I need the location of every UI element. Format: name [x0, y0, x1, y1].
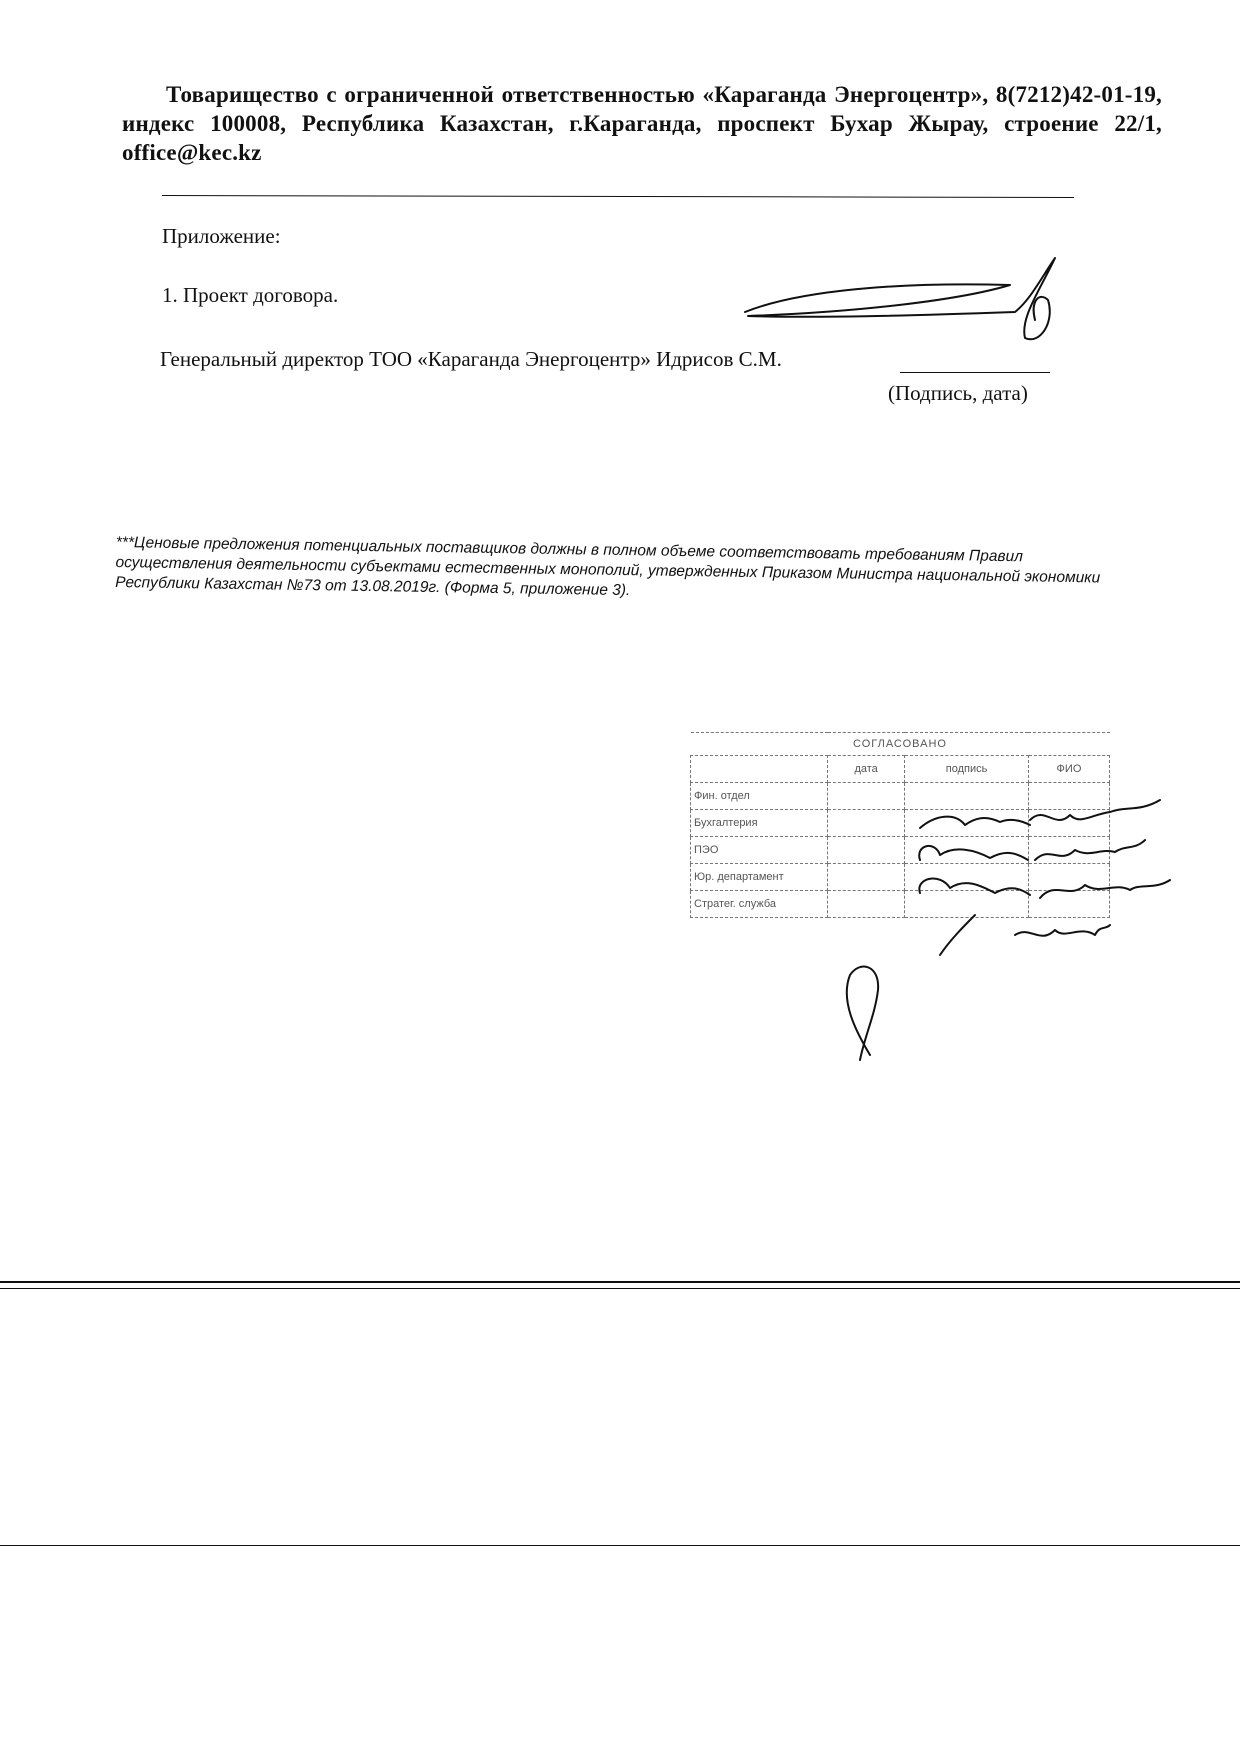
- stamp-row-label: Юр. департамент: [691, 864, 828, 891]
- stamp-row-label: Стратег. служба: [691, 891, 828, 918]
- attachment-item: 1. Проект договора.: [162, 283, 339, 307]
- stamp-col-date: дата: [828, 756, 905, 783]
- stamp-title: СОГЛАСОВАНО: [691, 733, 1110, 756]
- director-signature: [745, 258, 1055, 339]
- stamp-row: [691, 837, 1110, 864]
- attachment-title: Приложение:: [162, 224, 281, 248]
- signature-underline: [900, 372, 1050, 373]
- page-divider: [0, 1288, 1240, 1289]
- approval-stamp: [690, 732, 1110, 942]
- stamp-col-name: ФИО: [1028, 756, 1109, 783]
- footnote: ***Ценовые предложения потенциальных поставщиков должны в полном объеме соответствовать требованиям Правил осуществления деятельности субъектами естественных монополий, утвержденных Приказом Министра национальной экономики Республики Казахстан №73 от 13.08.2019г. (Форма 5, приложение 3).: [115, 533, 1101, 600]
- stamp-row: [691, 891, 1110, 918]
- initials-mark: [847, 967, 878, 1060]
- header-divider: [162, 195, 1074, 198]
- stamp-row-label: Бухгалтерия: [691, 810, 828, 837]
- stamp-row: [691, 810, 1110, 837]
- stamp-col-blank: [691, 756, 828, 783]
- stamp-row: [691, 864, 1110, 891]
- stamp-row: [691, 783, 1110, 810]
- page-divider: [0, 1281, 1240, 1283]
- company-header: Товарищество с ограниченной ответственностью «Караганда Энергоцентр», 8(7212)42-01-19, индекс 100008, Республика Казахстан, г.Караганда, проспект Бухар Жырау, строение 22/1, office@kec.kz: [122, 82, 1162, 165]
- stamp-row-label: ПЭО: [691, 837, 828, 864]
- signature-caption: (Подпись, дата): [888, 381, 1028, 405]
- director-line: Генеральный директор ТОО «Караганда Энергоцентр» Идрисов С.М.: [160, 347, 782, 371]
- page-divider: [0, 1545, 1240, 1546]
- stamp-col-signature: подпись: [905, 756, 1029, 783]
- stamp-row-label: Фин. отдел: [691, 783, 828, 810]
